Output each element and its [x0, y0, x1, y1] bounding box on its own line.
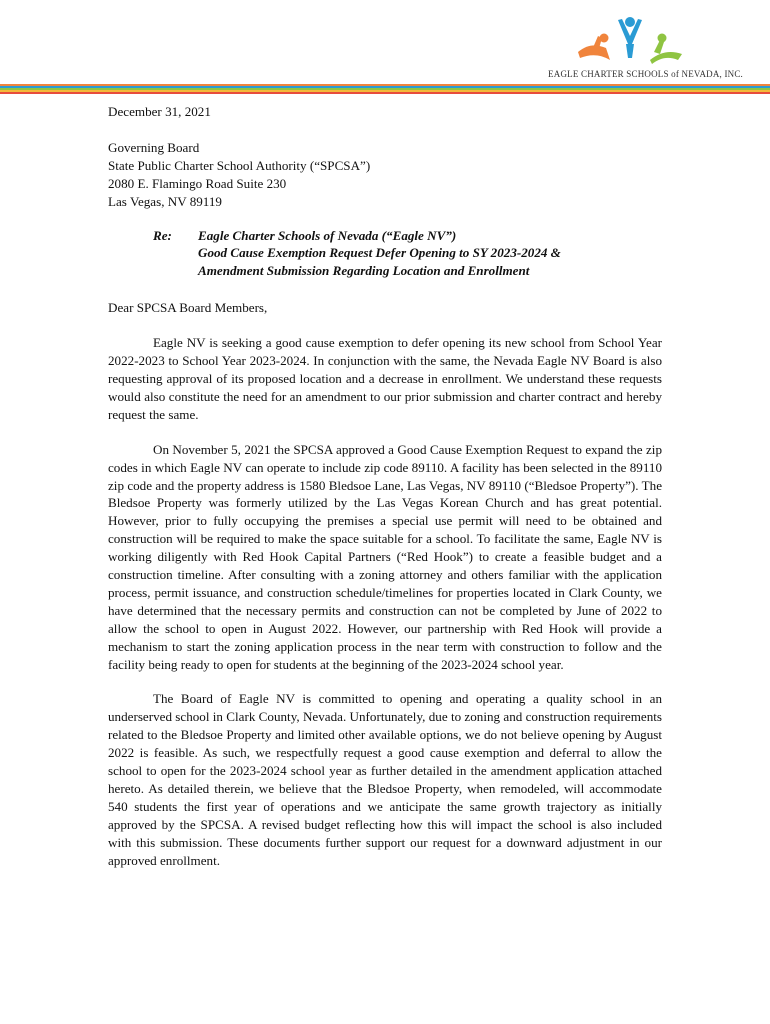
re-label: Re:	[153, 227, 172, 243]
eagle-charter-logo	[574, 14, 686, 72]
letter-body	[108, 103, 662, 887]
letter-date: December 31, 2021	[108, 104, 211, 119]
body-paragraph-3: The Board of Eagle NV is committed to opening and operating a quality school in an underserved school in Clark County, Nevada. Unfortunately, due to zoning and construction requirements related to the Bledsoe Property and limited other available options, we do not believe opening by August 2022 is feasible. As such, we respectfully request a good cause exemption and deferral to allow the school to open for the 2023-2024 school year as further detailed in the amendment application attached hereto. As detailed therein, we believe that the Bledsoe Property, when remodeled, will accommodate 540 students the first year of operations and we anticipate the same growth trajectory as initially approved by the SPCSA. A revised budget reflecting how this will impact the school is also included with this submission. These documents further support our request for a downward adjustment in our approved enrollment.	[108, 691, 662, 868]
stripe-red	[0, 92, 770, 94]
subject-lines	[198, 227, 561, 281]
recipient-address	[108, 139, 662, 211]
body-paragraph-2: On November 5, 2021 the SPCSA approved a Good Cause Exemption Request to expand the zip codes in which Eagle NV can operate to include zip code 89110. A facility has been selected in the 89110 zip code and the property address is 1580 Bledsoe Lane, Las Vegas, NV 89110 (“Bledsoe Property”). The Bledsoe Property was formerly utilized by the Las Vegas Korean Church and has great potential. However, prior to fully occupying the premises a special use permit will need to be obtained and construction will be required to make the space suitable for a school. To facilitate the same, Eagle NV is working diligently with Red Hook Capital Partners (“Red Hook”) to create a feasible budget and a construction timeline. After consulting with a zoning attorney and others familiar with the application process, permit issuance, and construction schedule/timelines for properties located in Clark County, we have determined that the necessary permits and construction can not be completed by June of 2022 to allow the school to open in August 2022. However, our partnership with Red Hook will provide a mechanism to start the zoning application process in the near term with construction to follow and the facility being ready to open for students at the beginning of the 2023-2024 school year.	[108, 441, 662, 672]
orange-figure-icon	[578, 34, 610, 61]
body-paragraph-1: Eagle NV is seeking a good cause exemption to defer opening its new school from School Year 2022-2023 to School Year 2023-2024. In conjunction with the same, the Nevada Eagle NV Board is also requesting approval of its proposed location and a decrease in enrollment. We understand these requests would also constitute the need for an amendment to our prior submission and charter contract and hereby request the same.	[108, 335, 662, 422]
green-figure-icon	[650, 34, 682, 65]
subject-line: Good Cause Exemption Request Defer Opening to SY 2023-2024 &	[198, 245, 561, 261]
subject-block	[153, 227, 662, 281]
header-stripes	[0, 84, 770, 94]
blue-figure-icon	[618, 17, 642, 58]
address-line: State Public Charter School Authority (“SPCSA”)	[108, 157, 371, 173]
salutation: Dear SPCSA Board Members,	[108, 300, 268, 316]
address-line: 2080 E. Flamingo Road Suite 230	[108, 175, 287, 191]
org-name: EAGLE CHARTER SCHOOLS of NEVADA, INC.	[548, 69, 743, 79]
address-line: Las Vegas, NV 89119	[108, 193, 222, 209]
address-line: Governing Board	[108, 139, 200, 155]
subject-line: Amendment Submission Regarding Location and Enrollment	[198, 263, 530, 279]
subject-line: Eagle Charter Schools of Nevada (“Eagle NV”)	[198, 227, 457, 243]
